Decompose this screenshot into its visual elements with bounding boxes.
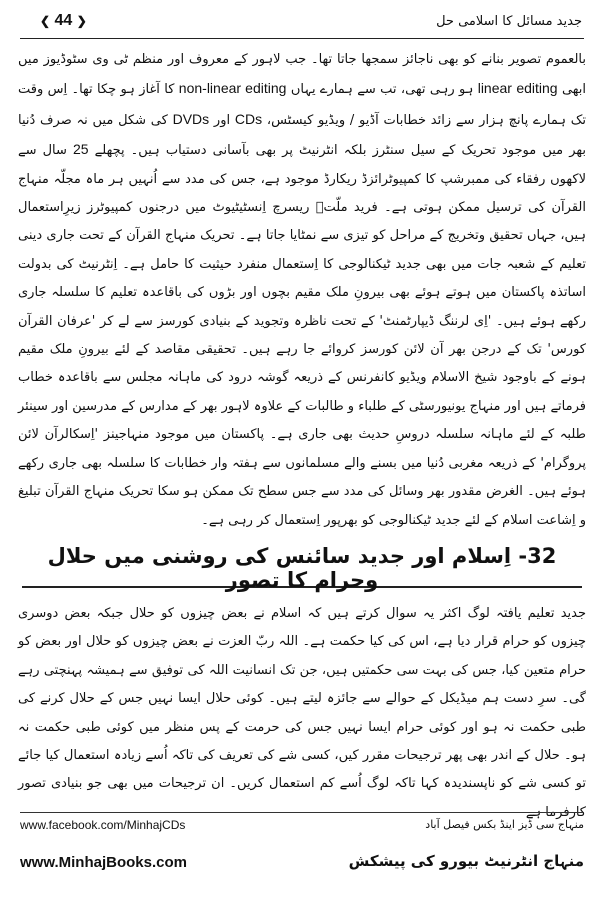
latin-term: DVDs xyxy=(172,110,210,127)
latin-number: 25 xyxy=(73,141,89,158)
body-paragraph-1 xyxy=(18,46,586,535)
header-rule xyxy=(20,38,584,39)
latin-term: CDs xyxy=(234,110,263,127)
latin-term: non-linear editing xyxy=(178,80,287,97)
latin-term: linear xyxy=(477,80,512,97)
website-link[interactable]: www.MinhajBooks.com xyxy=(20,854,187,871)
footer-line-2 xyxy=(20,850,584,880)
text-run: ہو رہی تھی، تب سے ہمارے یہاں xyxy=(290,82,474,98)
text-run: بالعموم تصویر بنانے کو بھی ناجائز سمجھا جاتا تھا۔ جب لاہور کے معروف اور منظم ٹی وی سٹوڈیوز میں ابھی xyxy=(18,52,587,98)
text-run: اور xyxy=(213,112,231,128)
running-title: جدید مسائل کا اسلامی حل xyxy=(436,14,582,29)
page-number-value: 44 xyxy=(54,12,73,29)
text-run: کی شکل میں نہ صرف دُنیا بھر میں موجود تحریک کے سیل سنٹرز بلکہ انٹرنیٹ پر بھی بآسانی دستیاب ہیں۔ پچھلے xyxy=(18,112,586,159)
footer-rule xyxy=(20,812,584,813)
facebook-link[interactable]: www.facebook.com/MinhajCDs xyxy=(20,818,186,832)
section-heading: 32- اِسلام اور جدید سائنس کی روشنی میں حلال وحرام کا تصور xyxy=(47,544,557,592)
page-header xyxy=(20,8,584,40)
ornament-right-icon: ❯ xyxy=(76,14,87,28)
ornament-left-icon: ❮ xyxy=(40,14,51,28)
latin-term: editing xyxy=(516,80,558,97)
text-run: سال سے لاکھوں رفقاء کی ممبرشپ کا کمپیوٹرائزڈ ریکارڈ موجود ہے، جس کی مدد سے اُنہیں ہر ماہ مجلّہ منہاج القرآن کی ترسیل ممکن ہوتی ہے۔ فرید ملّتؒ ریسرچ اِنسٹیٹیوٹ میں درجنوں کمپیوٹرز زیرِاستعمال ہیں، جہاں تحقیق وتخریج کے مراحل کو تیزی سے نمٹایا جاتا ہے۔ تحریک منہاج القرآن کے تحت جاری دینی تعلیم کے شعبہ جات میں بھی جدید ٹیکنالوجی کا اِستعمال منفرد حیثیت کا حامل ہے۔ اِنٹرنیٹ کی بدولت اساتذہ پاکستان میں ہوتے ہوئے بھی بیرونِ ملک مقیم بچوں اور بڑوں کی باقاعدہ تعلیم کا سلسلہ جاری رکھے ہوئے ہیں۔ 'اِی لرننگ ڈیپارٹمنٹ' کے تحت ناظرہ وتجوید کے بنیادی کورسز سے لے کر 'عرفان القرآن کورس' تک کے درجن بھر آن لائن کورسز کروائے جا رہے ہیں۔ تحقیقی مقاصد کے لئے بیرونِ ملک مقیم ہونے کے باوجود شیخ الاسلام ویڈیو کانفرنس کے ذریعہ گوشہ درود کی ماہانہ مجلس سے باقاعدہ خطاب فرماتے ہیں اور منہاج یونیورسٹی کے طلباء و طالبات کے علاوہ لاہور بھر کے مدارس کے مدرسین اور سینئر طلبہ کے لئے ماہانہ سلسلہ دروسِ حدیث بھی جاری ہے۔ پاکستان میں موجود منہاجینز 'اِسکالرآن لائن پروگرام' کے ذریعہ مغربی دُنیا میں بسنے والے مسلمانوں سے ہفتہ وار خطابات کا سلسلہ بھی جاری رکھے ہوئے ہیں۔ الغرض مقدور بھر وسائل کی مدد سے جس سطح تک ممکن ہو سکا تحریک منہاج القرآن تبلیغ و اِشاعت اسلام کے لئے جدید ٹیکنالوجی کو بھرپور اِستعمال کر رہی ہے۔ xyxy=(18,143,586,528)
page-number xyxy=(40,12,87,30)
section-heading-box xyxy=(22,540,582,592)
publisher-large: منہاج انٹرنیٹ بیورو کی پیشکش xyxy=(348,852,584,870)
text-run: کا آغاز ہو چکا تھا۔ اِس وقت تک ہمارے پانچ ہزار سے زائد خطابات آڈیو / ویڈیو کیسٹس، xyxy=(18,82,586,128)
publisher-small: منہاج سی ڈیز اینڈ بکس فیصل آباد xyxy=(425,818,584,831)
footer-line-1 xyxy=(20,816,584,838)
body-paragraph-2: جدید تعلیم یافتہ لوگ اکثر یہ سوال کرتے ہیں کہ اسلام نے بعض چیزوں کو حلال جبکہ بعض دوسری چیزوں کو حرام قرار دیا ہے، اس کی کیا حکمت ہے۔ اللہ ربّ العزت نے بعض چیزوں کو حلال اور بعض کو حرام متعین کیا، جس کی بہت سی حکمتیں ہیں، جن تک انسانیت اللہ کی توفیق سے ہمیشہ پہنچتی رہے گی۔ سرِ دست ہم میڈیکل کے حوالے سے جائزہ لیتے ہیں۔ کوئی حلال ایسا نہیں جس کے حلال کرنے کی طبی حکمت نہ ہو اور کوئی حرام ایسا نہیں جس کی حرمت کے پس منظر میں کوئی طبی حکمت نہ ہو۔ حلال کے اندر بھی پھر ترجیحات مقرر کیں، کسی شے کی تعریف کی تاکہ اُسے زیادہ استعمال کیا جائے تو کسی شے کو ناپسندیدہ کہا تاکہ لوگ اُسے کم استعمال کریں۔ ان ترجیحات میں بھی جو بنیادی تصور کارفرما ہے xyxy=(18,606,586,820)
